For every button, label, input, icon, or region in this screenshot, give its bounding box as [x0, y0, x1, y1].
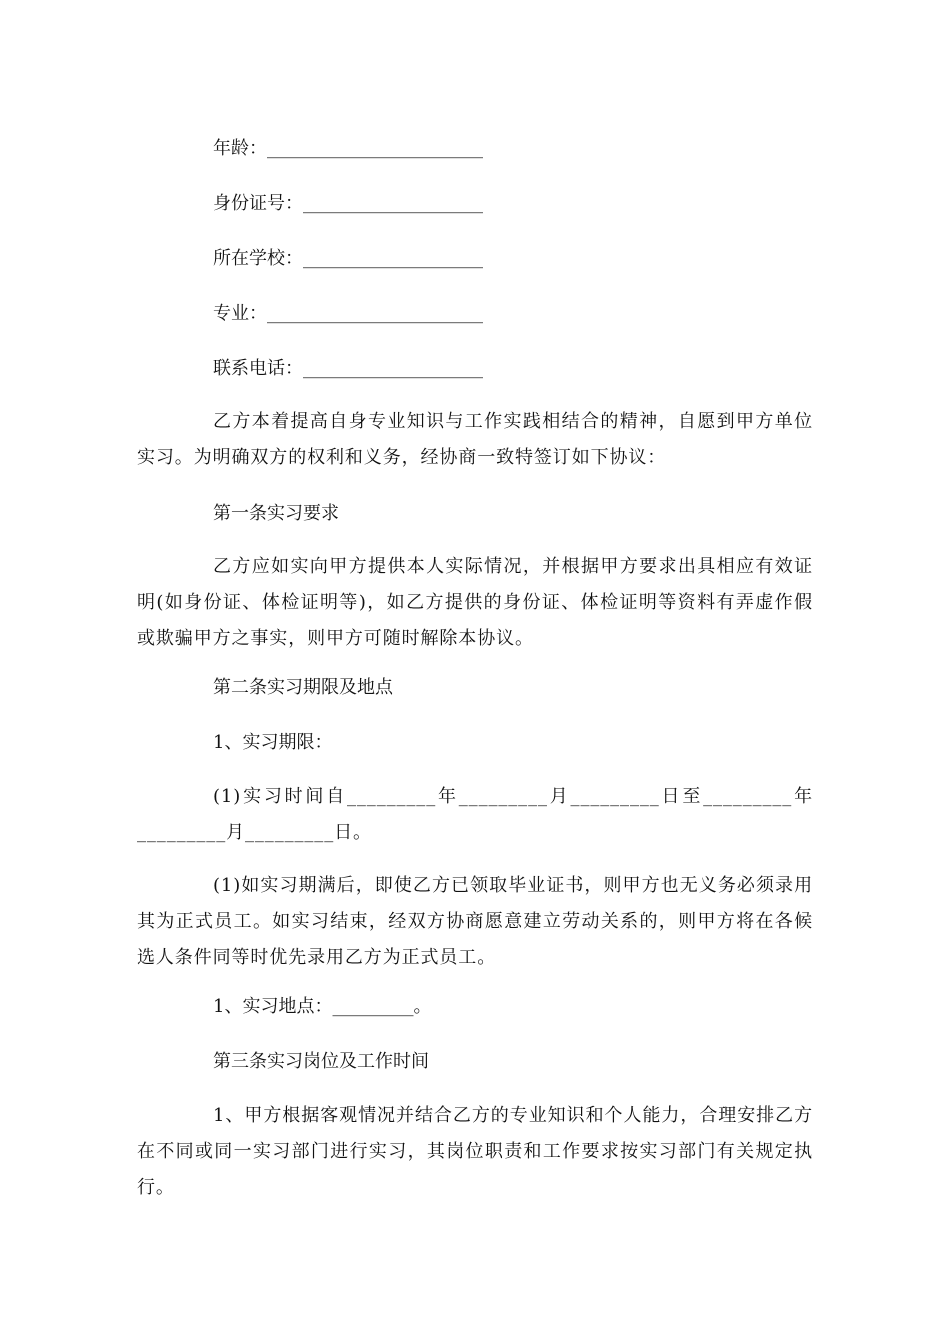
- field-major: 专业：________________________: [213, 303, 483, 324]
- article2-item2: 1、实习地点：_________。: [213, 996, 432, 1017]
- field-phone: 联系电话：____________________: [213, 358, 483, 379]
- article1-body: 乙方应如实向甲方提供本人实际情况，并根据甲方要求出具相应有效证明(如身份证、体检证明等)，如乙方提供的身份证、体检证明等资料有弄虚作假或欺骗甲方之事实，则甲方可随时解除本协议。: [137, 556, 813, 649]
- article2-item1: 1、实习期限：: [213, 732, 333, 753]
- field-id-number: 身份证号：____________________: [213, 193, 483, 214]
- article2-sub1: (1)实习时间自_________年_________月_________日至_________年_________月_________日。: [137, 786, 813, 843]
- field-school: 所在学校：____________________: [213, 248, 483, 269]
- article3-heading: 第三条实习岗位及工作时间: [213, 1051, 429, 1072]
- intro-paragraph: 乙方本着提高自身专业知识与工作实践相结合的精神，自愿到甲方单位实习。为明确双方的权利和义务，经协商一致特签订如下协议：: [137, 411, 813, 468]
- field-age: 年龄：________________________: [213, 138, 483, 159]
- article1-heading: 第一条实习要求: [213, 503, 339, 524]
- article3-item1: 1、甲方根据客观情况并结合乙方的专业知识和个人能力，合理安排乙方在不同或同一实习部门进行实习，其岗位职责和工作要求按实习部门有关规定执行。: [137, 1105, 813, 1198]
- article2-sub2: (1)如实习期满后，即使乙方已领取毕业证书，则甲方也无义务必须录用其为正式员工。如实习结束，经双方协商愿意建立劳动关系的，则甲方将在各候选人条件同等时优先录用乙方为正式员工。: [137, 875, 813, 968]
- article2-heading: 第二条实习期限及地点: [213, 677, 393, 698]
